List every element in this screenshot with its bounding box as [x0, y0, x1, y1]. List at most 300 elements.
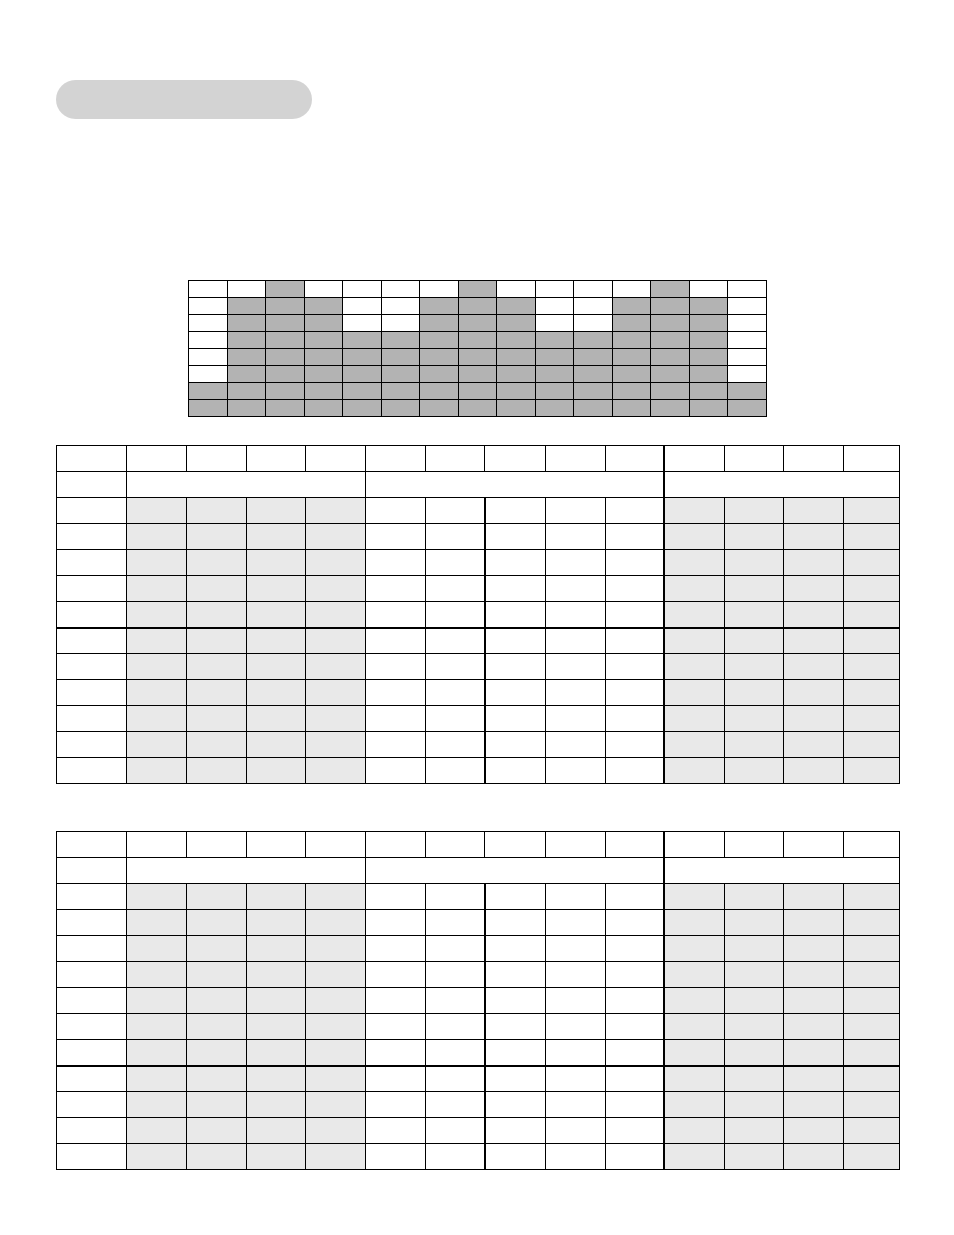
table-row — [57, 910, 900, 936]
table-cell — [605, 706, 664, 732]
table-cell — [247, 1014, 306, 1040]
table-cell — [545, 628, 605, 654]
map-row — [189, 281, 767, 298]
row-label-cell — [57, 1066, 127, 1092]
table-cell — [545, 1144, 605, 1170]
table-cell — [247, 524, 306, 550]
map-cell-empty — [343, 315, 382, 332]
table-cell — [605, 732, 664, 758]
table-cell — [843, 1144, 899, 1170]
table-cell — [247, 654, 306, 680]
map-cell-shaded — [612, 332, 651, 349]
table-cell — [605, 936, 664, 962]
map-row — [189, 315, 767, 332]
table-cell — [426, 910, 485, 936]
table-cell — [783, 706, 843, 732]
table-row — [57, 1066, 900, 1092]
table-cell — [187, 910, 247, 936]
table-cell — [485, 576, 545, 602]
map-cell-shaded — [728, 383, 767, 400]
data-table-2 — [56, 831, 900, 1170]
map-cell-shaded — [458, 281, 497, 298]
table-cell — [724, 988, 783, 1014]
table-cell — [366, 758, 426, 784]
table-cell — [306, 602, 366, 628]
row-label-cell — [57, 628, 127, 654]
row-label-cell — [57, 1092, 127, 1118]
table-row — [57, 602, 900, 628]
map-cell-empty — [420, 281, 459, 298]
table-cell — [485, 1118, 545, 1144]
table-cell — [426, 962, 485, 988]
table-cell — [426, 988, 485, 1014]
table-cell — [783, 654, 843, 680]
row-label-cell — [57, 1014, 127, 1040]
header-cell — [306, 832, 366, 858]
table-cell — [724, 1040, 783, 1066]
table-cell — [545, 498, 605, 524]
row-label-cell — [57, 1040, 127, 1066]
table-row — [57, 1144, 900, 1170]
table-cell — [366, 884, 426, 910]
table-cell — [485, 936, 545, 962]
table-cell — [724, 706, 783, 732]
table-cell — [664, 550, 724, 576]
map-cell-shaded — [458, 298, 497, 315]
map-cell-empty — [535, 281, 574, 298]
header-cell — [366, 446, 426, 472]
table-cell — [187, 758, 247, 784]
table-cell — [664, 758, 724, 784]
table-cell — [187, 1118, 247, 1144]
map-cell-shaded — [381, 349, 420, 366]
map-cell-shaded — [728, 400, 767, 417]
group-cell-middle — [366, 858, 664, 884]
group-row — [57, 858, 900, 884]
table-row — [57, 498, 900, 524]
table-cell — [783, 962, 843, 988]
map-cell-empty — [728, 281, 767, 298]
table-cell — [783, 524, 843, 550]
group-label-cell — [57, 472, 127, 498]
table-cell — [605, 550, 664, 576]
map-cell-shaded — [497, 315, 536, 332]
map-cell-shaded — [227, 349, 266, 366]
table-cell — [306, 1092, 366, 1118]
table-cell — [426, 1040, 485, 1066]
table-cell — [605, 1118, 664, 1144]
row-label-cell — [57, 680, 127, 706]
table-cell — [605, 988, 664, 1014]
table-cell — [426, 936, 485, 962]
map-cell-shaded — [497, 332, 536, 349]
table-row — [57, 988, 900, 1014]
table-cell — [605, 884, 664, 910]
table-cell — [366, 602, 426, 628]
table-cell — [843, 706, 899, 732]
table-cell — [783, 1040, 843, 1066]
table-cell — [485, 910, 545, 936]
row-label-cell — [57, 1144, 127, 1170]
table-cell — [426, 1118, 485, 1144]
map-cell-shaded — [420, 349, 459, 366]
table-cell — [664, 1014, 724, 1040]
table-cell — [664, 524, 724, 550]
row-label-cell — [57, 962, 127, 988]
table-cell — [426, 498, 485, 524]
table-cell — [843, 576, 899, 602]
table-cell — [843, 498, 899, 524]
table-cell — [127, 602, 187, 628]
group-cell-right — [664, 472, 899, 498]
row-label-cell — [57, 706, 127, 732]
map-cell-shaded — [612, 349, 651, 366]
table-cell — [664, 680, 724, 706]
map-cell-empty — [343, 298, 382, 315]
table-cell — [664, 576, 724, 602]
table-cell — [605, 602, 664, 628]
table-cell — [485, 1066, 545, 1092]
table-cell — [187, 988, 247, 1014]
table-row — [57, 576, 900, 602]
header-cell — [605, 832, 664, 858]
map-cell-shaded — [651, 349, 690, 366]
table-cell — [664, 1040, 724, 1066]
header-cell — [664, 446, 724, 472]
table-cell — [247, 550, 306, 576]
table-cell — [664, 936, 724, 962]
table-cell — [783, 628, 843, 654]
table-cell — [783, 758, 843, 784]
header-cell — [127, 832, 187, 858]
header-cell — [247, 446, 306, 472]
table-cell — [783, 1066, 843, 1092]
table-cell — [187, 576, 247, 602]
map-cell-empty — [343, 281, 382, 298]
map-cell-empty — [535, 315, 574, 332]
map-cell-shaded — [535, 332, 574, 349]
map-cell-shaded — [574, 400, 613, 417]
table-cell — [545, 732, 605, 758]
header-cell — [306, 446, 366, 472]
table-cell — [247, 732, 306, 758]
header-cell — [545, 832, 605, 858]
map-cell-shaded — [420, 298, 459, 315]
table-cell — [485, 758, 545, 784]
table-cell — [843, 1066, 899, 1092]
table-cell — [783, 576, 843, 602]
table-cell — [366, 732, 426, 758]
row-label-cell — [57, 910, 127, 936]
table-cell — [605, 576, 664, 602]
table-cell — [843, 962, 899, 988]
map-cell-shaded — [227, 298, 266, 315]
map-cell-empty — [728, 298, 767, 315]
table-cell — [485, 732, 545, 758]
table-cell — [545, 524, 605, 550]
table-cell — [545, 1092, 605, 1118]
row-label-cell — [57, 524, 127, 550]
header-cell — [187, 446, 247, 472]
table-cell — [127, 498, 187, 524]
table-cell — [366, 1092, 426, 1118]
table-cell — [485, 524, 545, 550]
table-cell — [545, 988, 605, 1014]
table-cell — [306, 524, 366, 550]
table-cell — [545, 962, 605, 988]
table-cell — [247, 1118, 306, 1144]
table-cell — [724, 732, 783, 758]
table-cell — [426, 550, 485, 576]
table-cell — [127, 550, 187, 576]
table-cell — [545, 550, 605, 576]
map-cell-shaded — [651, 366, 690, 383]
table-cell — [187, 1066, 247, 1092]
map-cell-shaded — [497, 383, 536, 400]
table-cell — [783, 1092, 843, 1118]
table-cell — [127, 1040, 187, 1066]
table-cell — [843, 1092, 899, 1118]
map-cell-shaded — [304, 332, 343, 349]
table-cell — [127, 884, 187, 910]
map-cell-shaded — [651, 332, 690, 349]
table-cell — [127, 1092, 187, 1118]
table-cell — [783, 1118, 843, 1144]
table-cell — [843, 550, 899, 576]
table-cell — [605, 1092, 664, 1118]
table-cell — [843, 1118, 899, 1144]
map-cell-shaded — [381, 332, 420, 349]
table-cell — [127, 988, 187, 1014]
map-cell-shaded — [689, 332, 728, 349]
table-cell — [426, 524, 485, 550]
table-cell — [724, 936, 783, 962]
map-cell-shaded — [574, 332, 613, 349]
map-cell-shaded — [227, 366, 266, 383]
map-cell-shaded — [304, 383, 343, 400]
map-cell-empty — [189, 315, 228, 332]
table-row — [57, 628, 900, 654]
table-cell — [485, 884, 545, 910]
table-cell — [724, 680, 783, 706]
table-cell — [843, 602, 899, 628]
table-cell — [724, 1014, 783, 1040]
header-cell — [57, 832, 127, 858]
table-cell — [187, 680, 247, 706]
map-cell-shaded — [651, 298, 690, 315]
shade-map-grid — [188, 280, 767, 417]
table-cell — [843, 910, 899, 936]
table-cell — [426, 576, 485, 602]
row-label-cell — [57, 602, 127, 628]
table-cell — [605, 962, 664, 988]
map-cell-shaded — [227, 332, 266, 349]
table-cell — [306, 1014, 366, 1040]
table-cell — [545, 936, 605, 962]
table-cell — [187, 498, 247, 524]
table-cell — [366, 988, 426, 1014]
header-cell — [783, 832, 843, 858]
table-cell — [664, 498, 724, 524]
map-cell-empty — [574, 281, 613, 298]
table-cell — [366, 680, 426, 706]
map-cell-shaded — [343, 383, 382, 400]
map-cell-shaded — [689, 383, 728, 400]
table-cell — [664, 732, 724, 758]
map-cell-shaded — [651, 383, 690, 400]
table-cell — [127, 680, 187, 706]
map-cell-shaded — [381, 383, 420, 400]
map-cell-shaded — [458, 332, 497, 349]
map-cell-shaded — [420, 315, 459, 332]
table-cell — [783, 988, 843, 1014]
table-cell — [843, 524, 899, 550]
map-cell-shaded — [612, 366, 651, 383]
data-table-1 — [56, 445, 900, 784]
table-cell — [426, 602, 485, 628]
table-cell — [545, 680, 605, 706]
table-cell — [783, 936, 843, 962]
table-cell — [187, 550, 247, 576]
table-cell — [247, 576, 306, 602]
table-row — [57, 1092, 900, 1118]
table-cell — [366, 576, 426, 602]
table-cell — [127, 654, 187, 680]
table-cell — [306, 962, 366, 988]
table-cell — [366, 654, 426, 680]
table-cell — [485, 706, 545, 732]
map-cell-empty — [689, 281, 728, 298]
table-cell — [247, 884, 306, 910]
table-cell — [127, 524, 187, 550]
table-cell — [187, 524, 247, 550]
table-cell — [843, 1040, 899, 1066]
table-cell — [783, 1144, 843, 1170]
table-cell — [545, 884, 605, 910]
table-cell — [247, 628, 306, 654]
table-cell — [366, 962, 426, 988]
row-label-cell — [57, 758, 127, 784]
table-cell — [127, 1066, 187, 1092]
table-cell — [187, 936, 247, 962]
table-cell — [306, 884, 366, 910]
table-cell — [843, 936, 899, 962]
table-cell — [127, 576, 187, 602]
row-label-cell — [57, 988, 127, 1014]
row-label-cell — [57, 498, 127, 524]
table-cell — [306, 1144, 366, 1170]
header-row — [57, 446, 900, 472]
map-cell-shaded — [266, 281, 305, 298]
table-cell — [306, 706, 366, 732]
map-cell-shaded — [497, 298, 536, 315]
header-cell — [485, 832, 545, 858]
table-cell — [843, 758, 899, 784]
header-cell — [605, 446, 664, 472]
table-cell — [127, 962, 187, 988]
table-cell — [485, 1040, 545, 1066]
row-label-cell — [57, 884, 127, 910]
table-cell — [366, 910, 426, 936]
map-cell-shaded — [612, 383, 651, 400]
map-cell-shaded — [458, 400, 497, 417]
table-cell — [605, 1040, 664, 1066]
header-row — [57, 832, 900, 858]
table-cell — [724, 524, 783, 550]
header-cell — [724, 832, 783, 858]
table-cell — [664, 1118, 724, 1144]
table-cell — [843, 1014, 899, 1040]
map-cell-shaded — [266, 400, 305, 417]
table-cell — [724, 1066, 783, 1092]
table-cell — [783, 910, 843, 936]
map-cell-shaded — [458, 366, 497, 383]
table-cell — [664, 706, 724, 732]
table-cell — [783, 550, 843, 576]
map-cell-shaded — [497, 400, 536, 417]
map-cell-shaded — [266, 332, 305, 349]
row-label-cell — [57, 576, 127, 602]
map-cell-shaded — [343, 400, 382, 417]
map-cell-shaded — [189, 383, 228, 400]
map-cell-shaded — [227, 315, 266, 332]
map-cell-shaded — [689, 298, 728, 315]
table-cell — [187, 628, 247, 654]
map-cell-shaded — [689, 349, 728, 366]
map-row — [189, 366, 767, 383]
table-cell — [366, 1118, 426, 1144]
table-cell — [426, 1014, 485, 1040]
table-cell — [664, 910, 724, 936]
table-cell — [545, 576, 605, 602]
map-row — [189, 298, 767, 315]
table-cell — [485, 550, 545, 576]
table-cell — [545, 602, 605, 628]
table-cell — [127, 1118, 187, 1144]
table-cell — [426, 706, 485, 732]
table-cell — [545, 1040, 605, 1066]
map-row — [189, 400, 767, 417]
table-cell — [724, 1118, 783, 1144]
table-cell — [664, 988, 724, 1014]
table-cell — [366, 1040, 426, 1066]
group-label-cell — [57, 858, 127, 884]
table-cell — [724, 758, 783, 784]
table-cell — [545, 1118, 605, 1144]
map-cell-shaded — [227, 400, 266, 417]
map-cell-empty — [189, 366, 228, 383]
map-cell-empty — [189, 332, 228, 349]
table-cell — [366, 706, 426, 732]
row-label-cell — [57, 936, 127, 962]
map-row — [189, 349, 767, 366]
table-cell — [426, 1066, 485, 1092]
table-cell — [664, 602, 724, 628]
table-row — [57, 758, 900, 784]
table-cell — [485, 628, 545, 654]
table-cell — [306, 1118, 366, 1144]
row-label-cell — [57, 654, 127, 680]
table-row — [57, 550, 900, 576]
map-cell-shaded — [343, 332, 382, 349]
table-cell — [783, 732, 843, 758]
table-cell — [664, 1066, 724, 1092]
map-cell-empty — [574, 315, 613, 332]
map-cell-shaded — [535, 383, 574, 400]
table-cell — [247, 936, 306, 962]
map-cell-shaded — [612, 298, 651, 315]
table-cell — [605, 758, 664, 784]
